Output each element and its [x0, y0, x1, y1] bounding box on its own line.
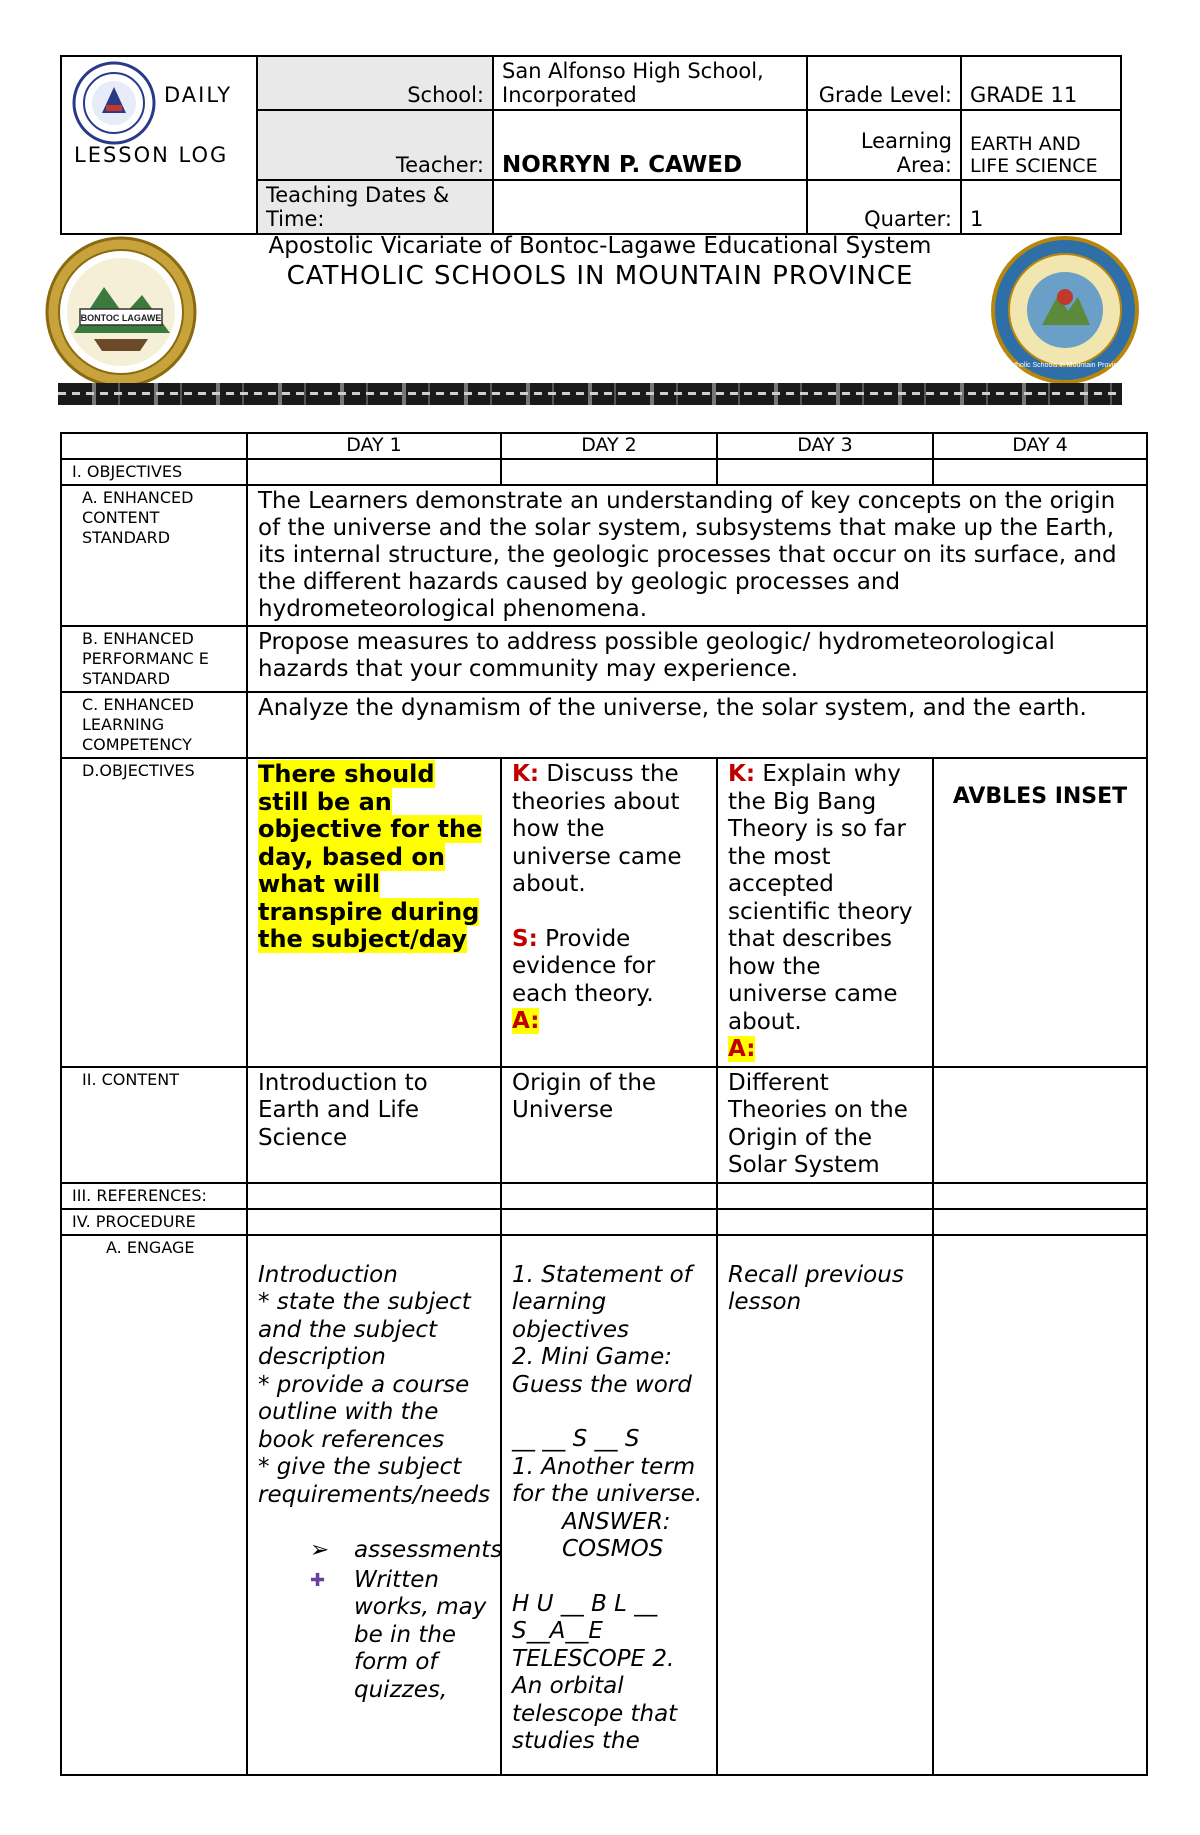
competency-label: C. ENHANCED LEARNING COMPETENCY [61, 692, 247, 758]
dates-label: Teaching Dates & Time: [257, 180, 493, 234]
engage-day3: Recall previous lesson [717, 1235, 933, 1775]
content-day4 [933, 1067, 1147, 1183]
catholic-schools-seal-icon [990, 235, 1140, 385]
grade-label: Grade Level: [807, 56, 961, 110]
grade-value: GRADE 11 [961, 56, 1121, 110]
objectives-label: I. OBJECTIVES [61, 459, 247, 485]
header-table [60, 55, 1122, 235]
day-header-row [61, 433, 1147, 459]
engage-day4 [933, 1235, 1147, 1775]
area-value: EARTH AND LIFE SCIENCE [961, 110, 1121, 180]
objective-day1-note: There should still be an objective for the day, based on what will transpire during the subject/day [258, 760, 483, 953]
title-lesson-log: LESSON LOG [74, 143, 229, 167]
d-objectives-label: D.OBJECTIVES [61, 758, 247, 1067]
content-standard-label: A. ENHANCED CONTENT STANDARD [61, 485, 247, 626]
content-standard-row [61, 485, 1147, 626]
left-seal-text: BONTOC LAGAWE [80, 313, 162, 323]
competency-row [61, 692, 1147, 758]
institution-band [0, 233, 1200, 413]
school-value: San Alfonso High School, Incorporated [493, 56, 807, 110]
performance-standard-label: B. ENHANCED PERFORMANC E STANDARD [61, 626, 247, 692]
decorative-stripe [58, 383, 1122, 405]
engage-day1: Introduction * state the subject and the subject description * provide a course outline with the book references * give the subject requirements/needs ➢ assessments ✚ Written works, may be in the form of quizzes, [247, 1235, 501, 1775]
content-day1: Introduction to Earth and Life Science [247, 1067, 501, 1183]
content-row [61, 1067, 1147, 1183]
institution-line2: CATHOLIC SCHOOLS IN MOUNTAIN PROVINCE [286, 261, 914, 291]
right-seal-text: Catholic Schools in Mountain Province [1005, 362, 1125, 369]
objective-day4: AVBLES INSET [933, 758, 1147, 1067]
quarter-label: Quarter: [807, 180, 961, 234]
title-daily: DAILY [164, 83, 233, 107]
objective-day3: K: Explain why the Big Bang Theory is so far the most accepted scientific theory that describes how the universe came about. A: [717, 758, 933, 1067]
performance-standard-row [61, 626, 1147, 692]
references-label: III. REFERENCES: [61, 1183, 247, 1209]
day-2-header: DAY 2 [501, 433, 717, 459]
performance-standard-text: Propose measures to address possible geologic/ hydrometeorological hazards that your community may experience. [247, 626, 1147, 692]
engage-label: A. ENGAGE [61, 1235, 247, 1775]
pin-bullet-icon: ✚ [310, 1569, 326, 1591]
content-standard-text: The Learners demonstrate an understanding of key concepts on the origin of the universe and the solar system, subsystems that make up the Earth, its internal structure, the geologic processes that occur on its surface, and the different hazards caused by geologic processes and hydrometeorological phenomena. [247, 485, 1147, 626]
teacher-value: NORRYN P. CAWED [493, 110, 807, 180]
day-4-header: DAY 4 [933, 433, 1147, 459]
day-3-header: DAY 3 [717, 433, 933, 459]
procedure-label: IV. PROCEDURE [61, 1209, 247, 1235]
content-day2: Origin of the Universe [501, 1067, 717, 1183]
objective-day1 [247, 758, 501, 1067]
area-label: Learning Area: [807, 110, 961, 180]
day-1-header: DAY 1 [247, 433, 501, 459]
quarter-value: 1 [961, 180, 1121, 234]
engage-day2: 1. Statement of learning objectives 2. Mini Game: Guess the word __ __ S __ S 1. Another term for the universe. ANSWER: COSMOS H U __ B L __ S__A__E TELESCOPE 2. An orbital telescope that studies the [501, 1235, 717, 1775]
objectives-row [61, 459, 1147, 485]
d-objectives-row [61, 758, 1147, 1067]
arrow-bullet-icon: ➢ [310, 1537, 330, 1563]
corner-cell [61, 433, 247, 459]
school-label: School: [257, 56, 493, 110]
lesson-table [60, 432, 1148, 1776]
content-day3: Different Theories on the Origin of the Solar System [717, 1067, 933, 1183]
title-cell [61, 56, 257, 234]
deped-seal-icon [72, 61, 156, 145]
dates-value [493, 180, 807, 234]
procedure-row [61, 1209, 1147, 1235]
objective-day2: K: Discuss the theories about how the universe came about. S: Provide evidence for each theory. A: [501, 758, 717, 1067]
references-row [61, 1183, 1147, 1209]
competency-text: Analyze the dynamism of the universe, the solar system, and the earth. [247, 692, 1147, 758]
engage-row [61, 1235, 1147, 1775]
institution-line1: Apostolic Vicariate of Bontoc-Lagawe Educational System [268, 233, 932, 259]
content-label: II. CONTENT [61, 1067, 247, 1183]
teacher-label: Teacher: [257, 110, 493, 180]
